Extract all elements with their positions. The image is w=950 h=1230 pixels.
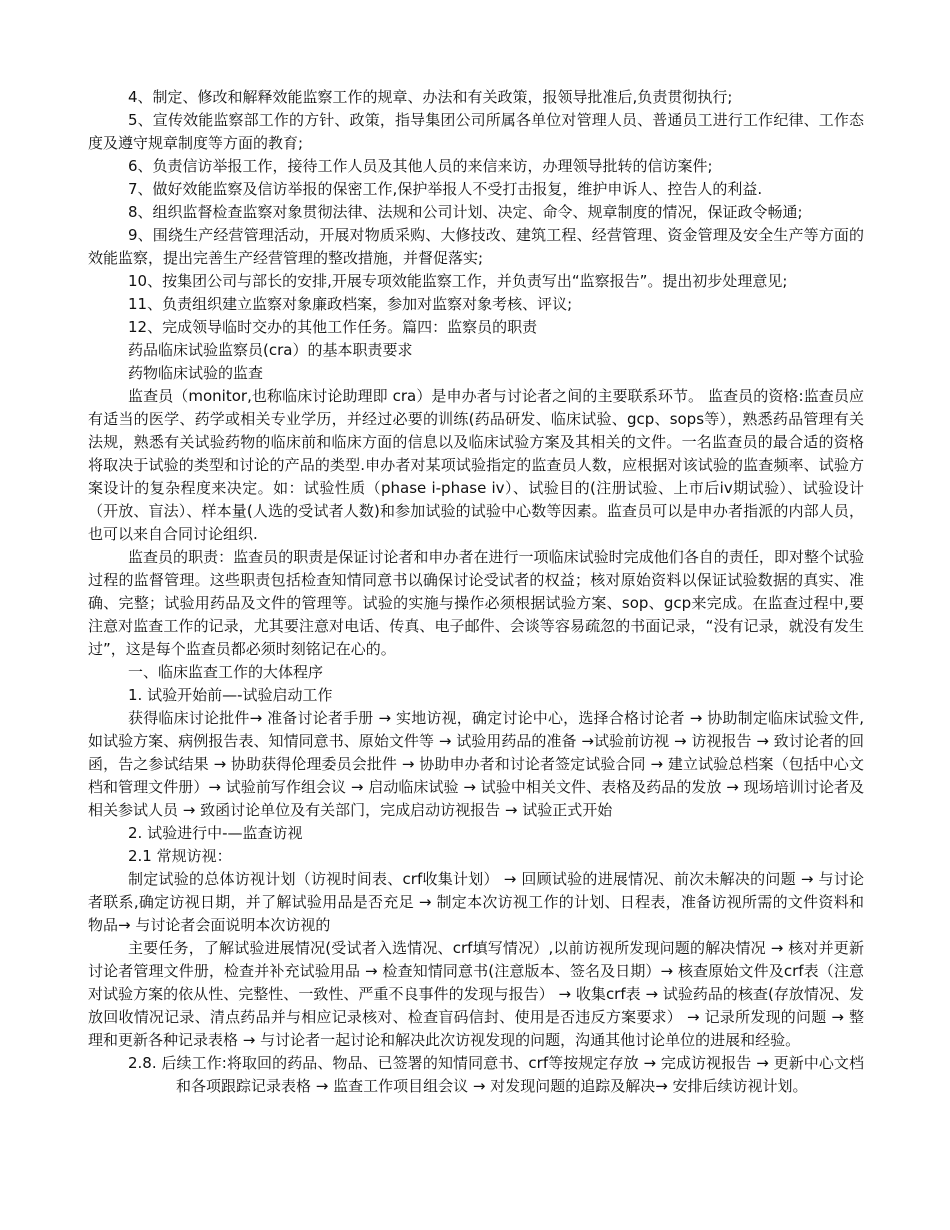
document-page (88, 86, 864, 1098)
paragraph-visit-tasks-flow: 主要任务，了解试验进展情况(受试者入选情况、crf填写情况）,以前访视所发现问题的解决情况 → 核对并更新讨论者管理文件册，检查并补充试验用品 → 检查知情同意书(注意版本、签名及日期）→ 核查原始文件及crf表（注意对试验方案的依从性、完整性、一致性、严重不良事件的发现与报告） → 收集crf表 → 试验药品的核查(存放情况、发放回收情况记录、清点药品并与相应记录核对、检查盲码信封、使用是否违反方案要求） → 记录所发现的问题 → 整理和更新各种记录表格 → 与讨论者一起讨论和解决此次访视发现的问题，沟通其他讨论单位的进展和经验。 (88, 939, 864, 1049)
paragraph-duty-10: 10、按集团公司与部长的安排,开展专项效能监察工作，并负责写出“监察报告”。提出初步处理意见; (128, 272, 788, 290)
paragraph-follow-up: 2.8. 后续工作:将取回的药品、物品、已签署的知情同意书、crf等按规定存放 → 完成访视报告 → 更新中心文档和各项跟踪记录表格 → 监查工作项目组会议 → 对发现问题的追踪及解决→ 安排后续访视计划。 (128, 1054, 864, 1095)
heading-routine-visit: 2.1 常规访视： (128, 847, 232, 865)
paragraph-duty-12: 12、完成领导临时交办的其他工作任务。篇四：监察员的职责 (128, 318, 538, 336)
heading-cra-requirements: 药品临床试验监察员(cra）的基本职责要求 (128, 341, 413, 359)
heading-during-trial: 2. 试验进行中-—监查访视 (128, 824, 303, 842)
paragraph-duty-8: 8、组织监督检查监察对象贯彻法律、法规和公司计划、决定、命令、规章制度的情况，保证政令畅通; (128, 203, 803, 221)
paragraph-duty-11: 11、负责组织建立监察对象廉政档案，参加对监察对象考核、评议; (128, 295, 573, 313)
paragraph-duty-4: 4、制定、修改和解释效能监察工作的规章、办法和有关政策，报领导批准后,负责贯彻执行; (128, 88, 733, 106)
heading-trial-monitoring: 药物临床试验的监查 (128, 364, 264, 382)
paragraph-duty-7: 7、做好效能监察及信访举报的保密工作,保护举报人不受打击报复，维护申诉人、控告人的利益. (128, 180, 763, 198)
heading-procedure: 一、临床监查工作的大体程序 (128, 663, 324, 681)
heading-before-trial: 1. 试验开始前—-试验启动工作 (128, 686, 333, 704)
paragraph-visit-plan-flow: 制定试验的总体访视计划（访视时间表、crf收集计划） → 回顾试验的进展情况、前次未解决的问题 → 与讨论者联系,确定访视日期，并了解试验用品是否充足 → 制定本次访视工作的计划、日程表，准备访视所需的文件资料和物品→ 与讨论者会面说明本次访视的 (88, 870, 864, 934)
paragraph-duty-5: 5、宣传效能监察部工作的方针、政策，指导集团公司所属各单位对管理人员、普通员工进行工作纪律、工作态度及遵守规章制度等方面的教育; (88, 111, 864, 152)
paragraph-duty-9: 9、围绕生产经营管理活动，开展对物质采购、大修技改、建筑工程、经营管理、资金管理及安全生产等方面的效能监察，提出完善生产经营管理的整改措施，并督促落实; (88, 226, 864, 267)
paragraph-monitor-duties: 监查员的职责：监查员的职责是保证讨论者和申办者在进行一项临床试验时完成他们各自的责任，即对整个试验过程的监督管理。这些职责包括检查知情同意书以确保讨论受试者的权益；核对原始资料以保证试验数据的真实、准确、完整；试验用药品及文件的管理等。试验的实施与操作必须根据试验方案、sop、gcp来完成。在监查过程中,要注意对监查工作的记录，尤其要注意对电话、传真、电子邮件、会谈等容易疏忽的书面记录，“没有记录，就没有发生过”，这是每个监查员都必须时刻铭记在心的。 (88, 548, 864, 658)
paragraph-duty-6: 6、负责信访举报工作，接待工作人员及其他人员的来信来访，办理领导批转的信访案件; (128, 157, 713, 175)
paragraph-startup-flow: 获得临床讨论批件→ 准备讨论者手册 → 实地访视，确定讨论中心，选择合格讨论者 → 协助制定临床试验文件,如试验方案、病例报告表、知情同意书、原始文件等 → 试验用药品的准备 →试验前访视 → 访视报告 → 致讨论者的回函，告之参试结果 → 协助获得伦理委员会批件 → 协助申办者和讨论者签定试验合同 → 建立试验总档案（包括中心文档和管理文件册）→ 试验前写作组会议 → 启动临床试验 → 试验中相关文件、表格及药品的发放 → 现场培训讨论者及相关参试人员 → 致函讨论单位及有关部门，完成启动访视报告 → 试验正式开始 (88, 709, 864, 819)
paragraph-monitor-qualification: 监查员（monitor,也称临床讨论助理即 cra）是申办者与讨论者之间的主要联系环节。 监查员的资格:监查员应有适当的医学、药学或相关专业学历，并经过必要的训练(药品研发、临床试验、gcp、sops等），熟悉药品管理有关法规，熟悉有关试验药物的临床前和临床方面的信息以及临床试验方案及其相关的文件。一名监查员的最合适的资格将取决于试验的类型和讨论的产品的类型.申办者对某项试验指定的监查员人数，应根据对该试验的监查频率、试验方案设计的复杂程度来决定。如：试验性质（phase i-phase iv）、试验目的(注册试验、上市后iv期试验）、试验设计（开放、盲法）、样本量(人选的受试者人数)和参加试验的试验中心数等因素。监查员可以是申办者指派的内部人员，也可以来自合同讨论组织. (88, 387, 864, 543)
